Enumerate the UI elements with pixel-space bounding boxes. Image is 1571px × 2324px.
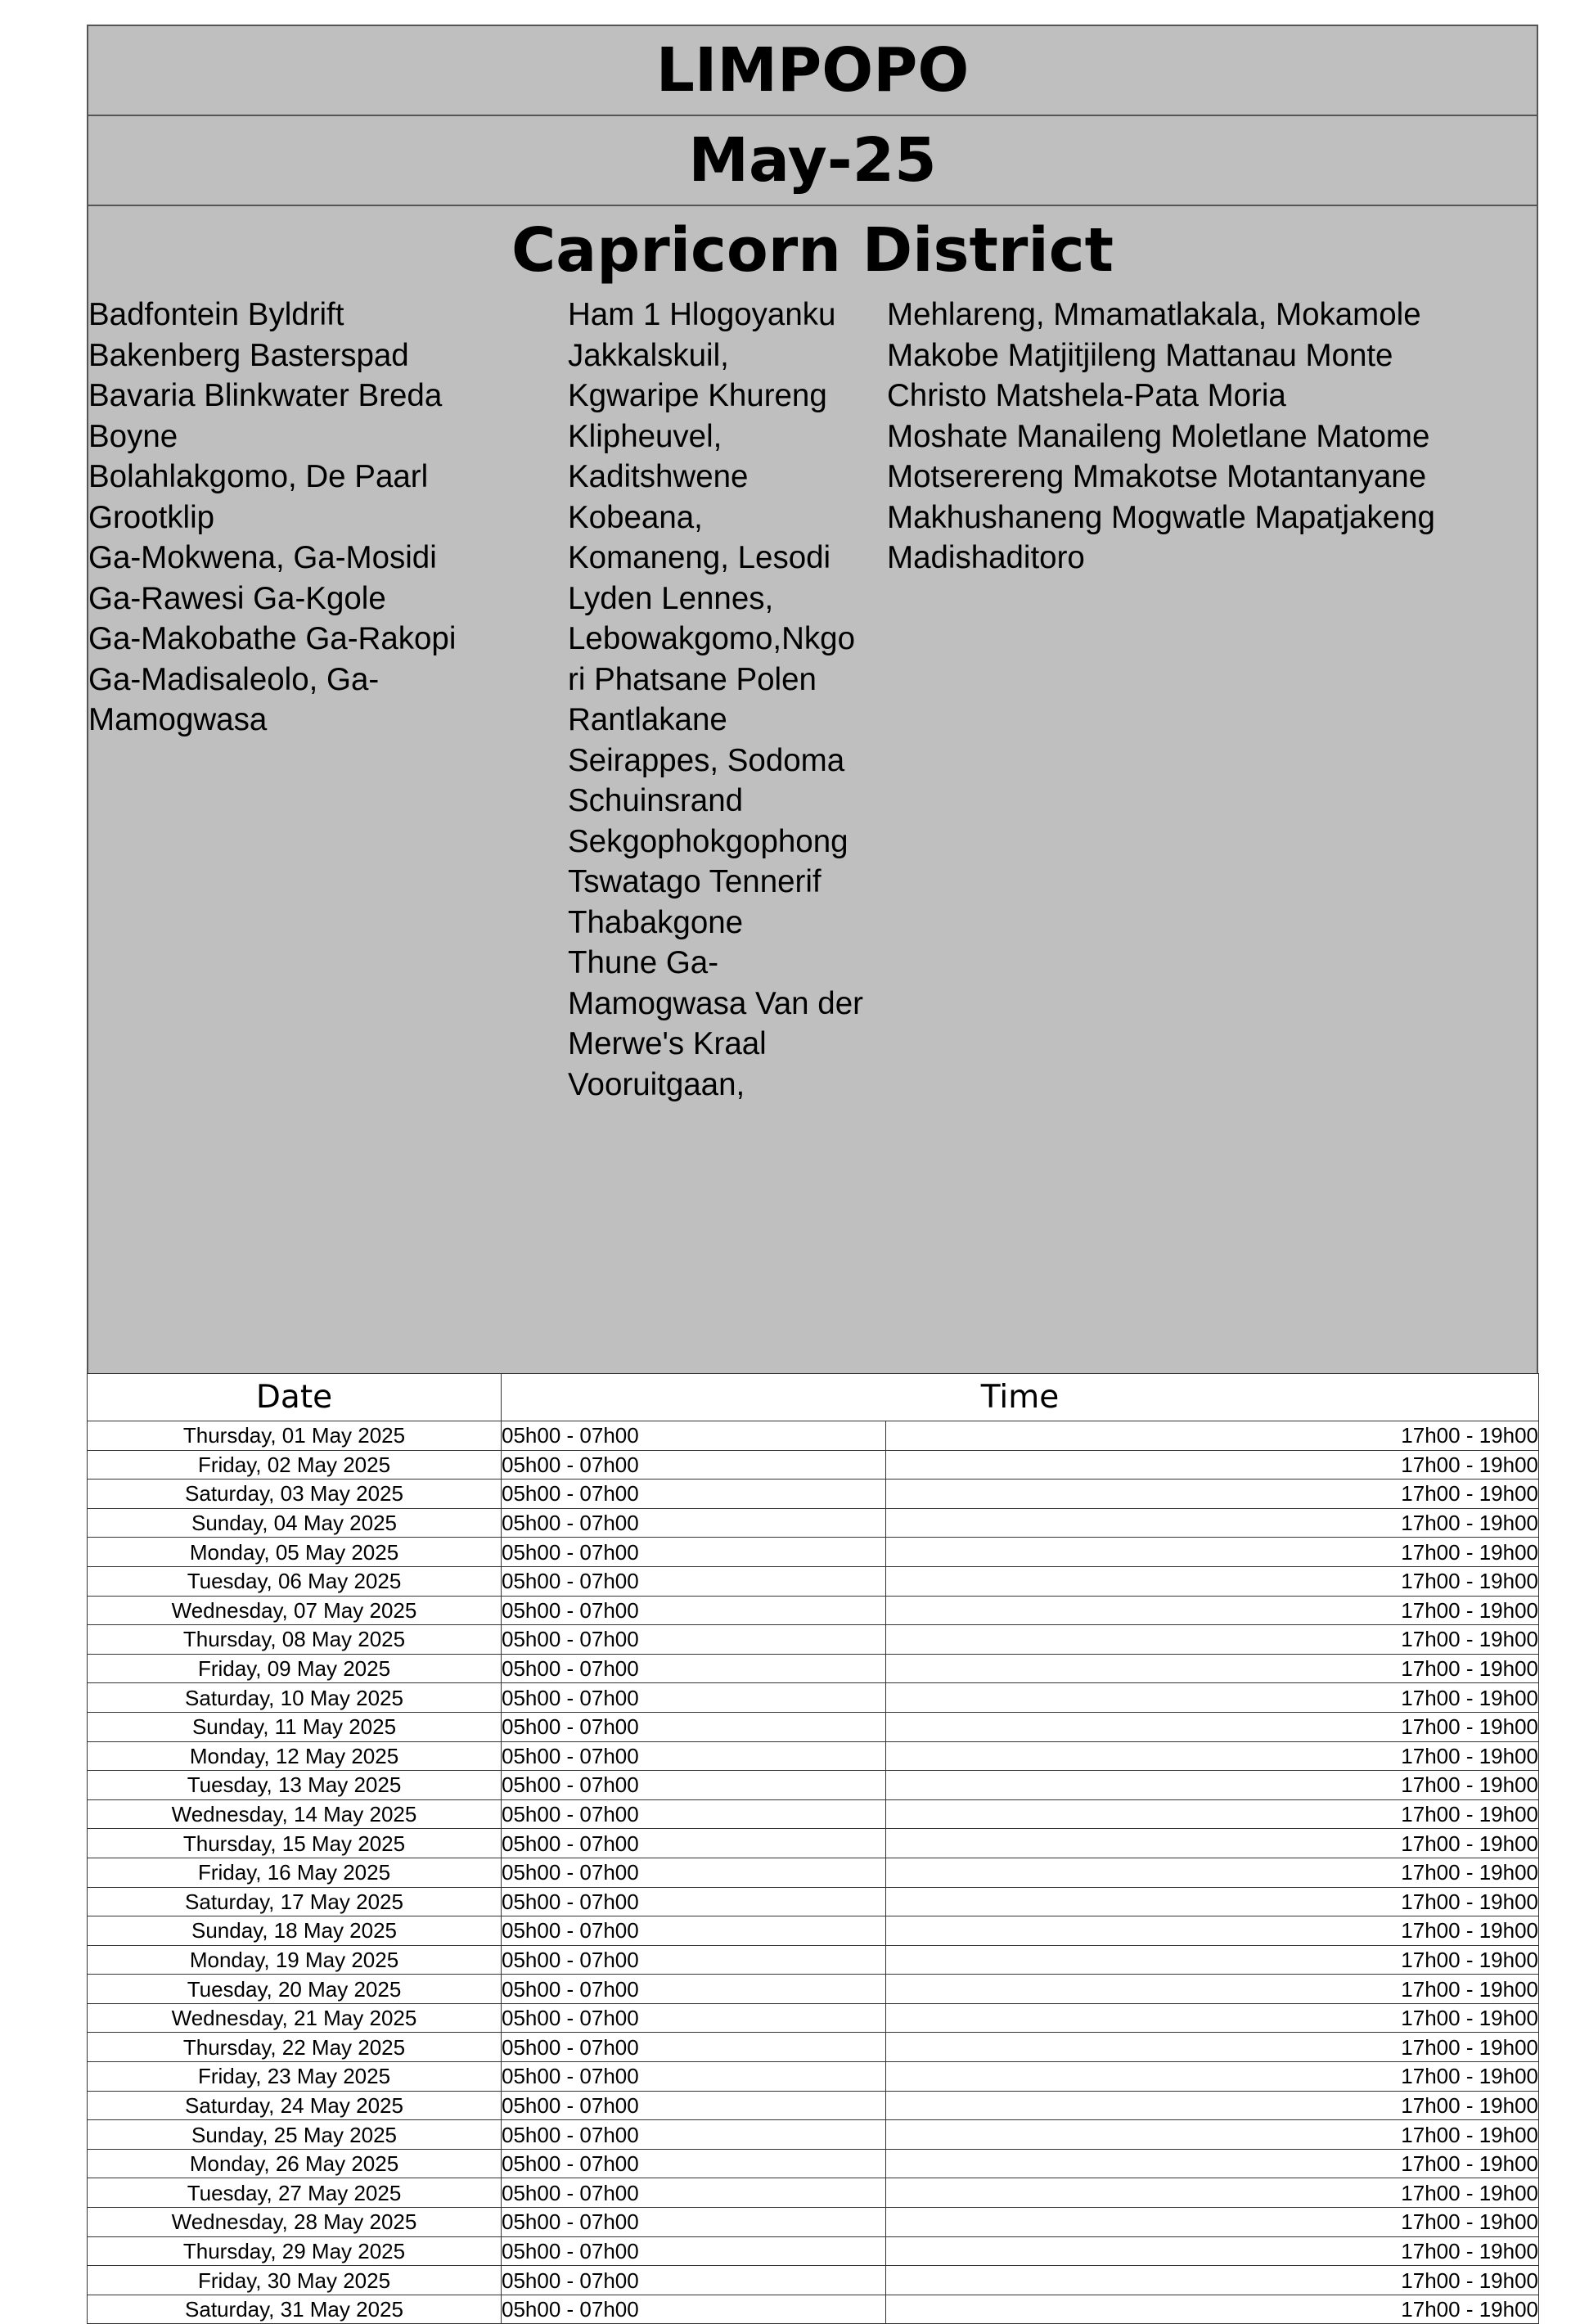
morning-slot-cell: 05h00 - 07h00 <box>502 2295 886 2324</box>
table-row <box>88 2236 1539 2266</box>
area-line: Komaneng, Lesodi <box>568 540 831 575</box>
evening-slot-cell: 17h00 - 19h00 <box>886 1625 1539 1655</box>
area-line: Mamogwasa <box>88 702 268 737</box>
area-line: Thune Ga- <box>568 945 719 980</box>
evening-slot-cell: 17h00 - 19h00 <box>886 1799 1539 1829</box>
schedule-table <box>87 1373 1539 2324</box>
morning-slot-cell: 05h00 - 07h00 <box>502 1508 886 1538</box>
evening-slot-cell: 17h00 - 19h00 <box>886 1945 1539 1975</box>
table-row <box>88 2120 1539 2150</box>
date-cell: Tuesday, 27 May 2025 <box>88 2178 502 2208</box>
morning-slot-cell: 05h00 - 07h00 <box>502 1829 886 1858</box>
time-column-header: Time <box>502 1374 1539 1421</box>
area-line: Thabakgone <box>568 904 744 940</box>
evening-slot-cell: 17h00 - 19h00 <box>886 1975 1539 2004</box>
table-row <box>88 1480 1539 1509</box>
table-row <box>88 1916 1539 1946</box>
area-line: Ham 1 Hlogoyanku <box>568 297 836 332</box>
evening-slot-cell: 17h00 - 19h00 <box>886 2062 1539 2092</box>
area-line: Tswatago Tennerif <box>568 864 822 899</box>
morning-slot-cell: 05h00 - 07h00 <box>502 1799 886 1829</box>
morning-slot-cell: 05h00 - 07h00 <box>502 1712 886 1741</box>
area-line: Schuinsrand <box>568 783 744 818</box>
morning-slot-cell: 05h00 - 07h00 <box>502 1945 886 1975</box>
evening-slot-cell: 17h00 - 19h00 <box>886 1450 1539 1480</box>
table-row <box>88 1450 1539 1480</box>
month-title: May-25 <box>87 115 1538 206</box>
area-line: Sekgophokgophong <box>568 823 849 859</box>
date-cell: Friday, 16 May 2025 <box>88 1858 502 1887</box>
date-cell: Thursday, 22 May 2025 <box>88 2033 502 2062</box>
morning-slot-cell: 05h00 - 07h00 <box>502 1683 886 1713</box>
date-cell: Wednesday, 07 May 2025 <box>88 1596 502 1625</box>
morning-slot-cell: 05h00 - 07h00 <box>502 1858 886 1887</box>
schedule-body <box>88 1421 1539 2324</box>
area-line: Bolahlakgomo, De Paarl <box>88 459 429 494</box>
area-line: Bavaria Blinkwater Breda <box>88 378 443 413</box>
evening-slot-cell: 17h00 - 19h00 <box>886 2120 1539 2150</box>
area-line: Kaditshwene <box>568 459 749 494</box>
table-row <box>88 1829 1539 1858</box>
morning-slot-cell: 05h00 - 07h00 <box>502 2091 886 2120</box>
evening-slot-cell: 17h00 - 19h00 <box>886 1858 1539 1887</box>
evening-slot-cell: 17h00 - 19h00 <box>886 2091 1539 2120</box>
evening-slot-cell: 17h00 - 19h00 <box>886 2208 1539 2237</box>
area-line: Mehlareng, Mmamatlakala, Mokamole <box>887 297 1421 332</box>
area-line: Lebowakgomo,Nkgo <box>568 621 855 656</box>
area-line: Vooruitgaan, <box>568 1066 745 1102</box>
province-title: LIMPOPO <box>87 25 1538 116</box>
date-cell: Monday, 12 May 2025 <box>88 1741 502 1771</box>
date-column-header: Date <box>88 1374 502 1421</box>
table-row <box>88 1654 1539 1683</box>
date-cell: Saturday, 24 May 2025 <box>88 2091 502 2120</box>
date-cell: Wednesday, 28 May 2025 <box>88 2208 502 2237</box>
date-cell: Thursday, 15 May 2025 <box>88 1829 502 1858</box>
date-cell: Sunday, 04 May 2025 <box>88 1508 502 1538</box>
morning-slot-cell: 05h00 - 07h00 <box>502 1480 886 1509</box>
evening-slot-cell: 17h00 - 19h00 <box>886 1596 1539 1625</box>
table-row <box>88 2149 1539 2178</box>
date-cell: Wednesday, 21 May 2025 <box>88 2003 502 2033</box>
morning-slot-cell: 05h00 - 07h00 <box>502 1538 886 1567</box>
area-line: Makobe Matjitjileng Mattanau Monte <box>887 337 1393 373</box>
table-row <box>88 1625 1539 1655</box>
evening-slot-cell: 17h00 - 19h00 <box>886 2295 1539 2324</box>
date-cell: Saturday, 31 May 2025 <box>88 2295 502 2324</box>
date-cell: Sunday, 25 May 2025 <box>88 2120 502 2150</box>
evening-slot-cell: 17h00 - 19h00 <box>886 2003 1539 2033</box>
table-row <box>88 2033 1539 2062</box>
area-line: Mamogwasa Van der <box>568 985 863 1021</box>
area-line: Kobeana, <box>568 499 703 535</box>
area-line: Kgwaripe Khureng <box>568 378 827 413</box>
area-line: Ga-Makobathe Ga-Rakopi <box>88 621 457 656</box>
area-line: Seirappes, Sodoma <box>568 742 845 778</box>
date-cell: Saturday, 10 May 2025 <box>88 1683 502 1713</box>
date-cell: Friday, 30 May 2025 <box>88 2266 502 2295</box>
morning-slot-cell: 05h00 - 07h00 <box>502 1566 886 1596</box>
date-cell: Thursday, 08 May 2025 <box>88 1625 502 1655</box>
evening-slot-cell: 17h00 - 19h00 <box>886 1741 1539 1771</box>
date-cell: Tuesday, 13 May 2025 <box>88 1771 502 1800</box>
evening-slot-cell: 17h00 - 19h00 <box>886 1421 1539 1451</box>
evening-slot-cell: 17h00 - 19h00 <box>886 2149 1539 2178</box>
morning-slot-cell: 05h00 - 07h00 <box>502 2003 886 2033</box>
morning-slot-cell: 05h00 - 07h00 <box>502 2266 886 2295</box>
evening-slot-cell: 17h00 - 19h00 <box>886 1538 1539 1567</box>
table-row <box>88 2062 1539 2092</box>
table-row <box>88 2178 1539 2208</box>
area-line: Jakkalskuil, <box>568 337 729 373</box>
table-row <box>88 1683 1539 1713</box>
area-line: Ga-Mokwena, Ga-Mosidi <box>88 540 437 575</box>
evening-slot-cell: 17h00 - 19h00 <box>886 1480 1539 1509</box>
area-line: Bakenberg Basterspad <box>88 337 409 373</box>
area-line: Christo Matshela-Pata Moria <box>887 378 1286 413</box>
table-row <box>88 1538 1539 1567</box>
table-row <box>88 2295 1539 2324</box>
evening-slot-cell: 17h00 - 19h00 <box>886 1887 1539 1916</box>
morning-slot-cell: 05h00 - 07h00 <box>502 2236 886 2266</box>
morning-slot-cell: 05h00 - 07h00 <box>502 1975 886 2004</box>
table-row <box>88 1566 1539 1596</box>
area-line: Klipheuvel, <box>568 418 722 454</box>
morning-slot-cell: 05h00 - 07h00 <box>502 1654 886 1683</box>
table-row <box>88 1975 1539 2004</box>
date-cell: Monday, 19 May 2025 <box>88 1945 502 1975</box>
morning-slot-cell: 05h00 - 07h00 <box>502 2208 886 2237</box>
date-cell: Saturday, 03 May 2025 <box>88 1480 502 1509</box>
table-row <box>88 2091 1539 2120</box>
area-line: ri Phatsane Polen <box>568 661 817 697</box>
evening-slot-cell: 17h00 - 19h00 <box>886 2266 1539 2295</box>
area-line: Rantlakane <box>568 702 727 737</box>
evening-slot-cell: 17h00 - 19h00 <box>886 1566 1539 1596</box>
morning-slot-cell: 05h00 - 07h00 <box>502 1887 886 1916</box>
areas-column-2 <box>568 295 887 1105</box>
table-row <box>88 1596 1539 1625</box>
date-cell: Monday, 26 May 2025 <box>88 2149 502 2178</box>
date-cell: Thursday, 01 May 2025 <box>88 1421 502 1451</box>
evening-slot-cell: 17h00 - 19h00 <box>886 2178 1539 2208</box>
date-cell: Tuesday, 06 May 2025 <box>88 1566 502 1596</box>
table-row <box>88 1771 1539 1800</box>
area-line: Boyne <box>88 418 178 454</box>
table-row <box>88 2003 1539 2033</box>
district-title: Capricorn District <box>87 205 1538 296</box>
morning-slot-cell: 05h00 - 07h00 <box>502 2120 886 2150</box>
morning-slot-cell: 05h00 - 07h00 <box>502 2149 886 2178</box>
date-cell: Friday, 09 May 2025 <box>88 1654 502 1683</box>
area-line: Badfontein Byldrift <box>88 297 344 332</box>
morning-slot-cell: 05h00 - 07h00 <box>502 1596 886 1625</box>
date-cell: Sunday, 11 May 2025 <box>88 1712 502 1741</box>
date-cell: Monday, 05 May 2025 <box>88 1538 502 1567</box>
evening-slot-cell: 17h00 - 19h00 <box>886 1829 1539 1858</box>
table-row <box>88 1858 1539 1887</box>
date-cell: Saturday, 17 May 2025 <box>88 1887 502 1916</box>
area-line: Madishaditoro <box>887 540 1085 575</box>
area-line: Grootklip <box>88 499 215 535</box>
schedule-sheet <box>87 25 1538 2324</box>
table-row <box>88 1799 1539 1829</box>
area-line: Ga-Rawesi Ga-Kgole <box>88 580 386 616</box>
table-row <box>88 1887 1539 1916</box>
table-row <box>88 1508 1539 1538</box>
date-cell: Wednesday, 14 May 2025 <box>88 1799 502 1829</box>
table-row <box>88 1741 1539 1771</box>
morning-slot-cell: 05h00 - 07h00 <box>502 1916 886 1946</box>
date-cell: Friday, 02 May 2025 <box>88 1450 502 1480</box>
affected-areas <box>87 295 1538 1373</box>
evening-slot-cell: 17h00 - 19h00 <box>886 2033 1539 2062</box>
evening-slot-cell: 17h00 - 19h00 <box>886 1683 1539 1713</box>
table-row <box>88 2266 1539 2295</box>
areas-column-3 <box>887 295 1533 579</box>
table-row <box>88 1945 1539 1975</box>
evening-slot-cell: 17h00 - 19h00 <box>886 1916 1539 1946</box>
evening-slot-cell: 17h00 - 19h00 <box>886 1508 1539 1538</box>
date-cell: Sunday, 18 May 2025 <box>88 1916 502 1946</box>
evening-slot-cell: 17h00 - 19h00 <box>886 1771 1539 1800</box>
area-line: Makhushaneng Mogwatle Mapatjakeng <box>887 499 1435 535</box>
morning-slot-cell: 05h00 - 07h00 <box>502 1450 886 1480</box>
date-cell: Friday, 23 May 2025 <box>88 2062 502 2092</box>
area-line: Motserereng Mmakotse Motantanyane <box>887 459 1427 494</box>
date-cell: Tuesday, 20 May 2025 <box>88 1975 502 2004</box>
evening-slot-cell: 17h00 - 19h00 <box>886 2236 1539 2266</box>
morning-slot-cell: 05h00 - 07h00 <box>502 1421 886 1451</box>
table-header-row <box>88 1374 1539 1421</box>
morning-slot-cell: 05h00 - 07h00 <box>502 2062 886 2092</box>
table-row <box>88 2208 1539 2237</box>
area-line: Lyden Lennes, <box>568 580 774 616</box>
morning-slot-cell: 05h00 - 07h00 <box>502 1741 886 1771</box>
morning-slot-cell: 05h00 - 07h00 <box>502 1625 886 1655</box>
table-row <box>88 1712 1539 1741</box>
date-cell: Thursday, 29 May 2025 <box>88 2236 502 2266</box>
morning-slot-cell: 05h00 - 07h00 <box>502 2178 886 2208</box>
area-line: Ga-Madisaleolo, Ga- <box>88 661 380 697</box>
evening-slot-cell: 17h00 - 19h00 <box>886 1654 1539 1683</box>
areas-column-1 <box>88 295 563 741</box>
area-line: Moshate Manaileng Moletlane Matome <box>887 418 1430 454</box>
area-line: Merwe's Kraal <box>568 1026 767 1061</box>
morning-slot-cell: 05h00 - 07h00 <box>502 2033 886 2062</box>
table-row <box>88 1421 1539 1451</box>
evening-slot-cell: 17h00 - 19h00 <box>886 1712 1539 1741</box>
morning-slot-cell: 05h00 - 07h00 <box>502 1771 886 1800</box>
